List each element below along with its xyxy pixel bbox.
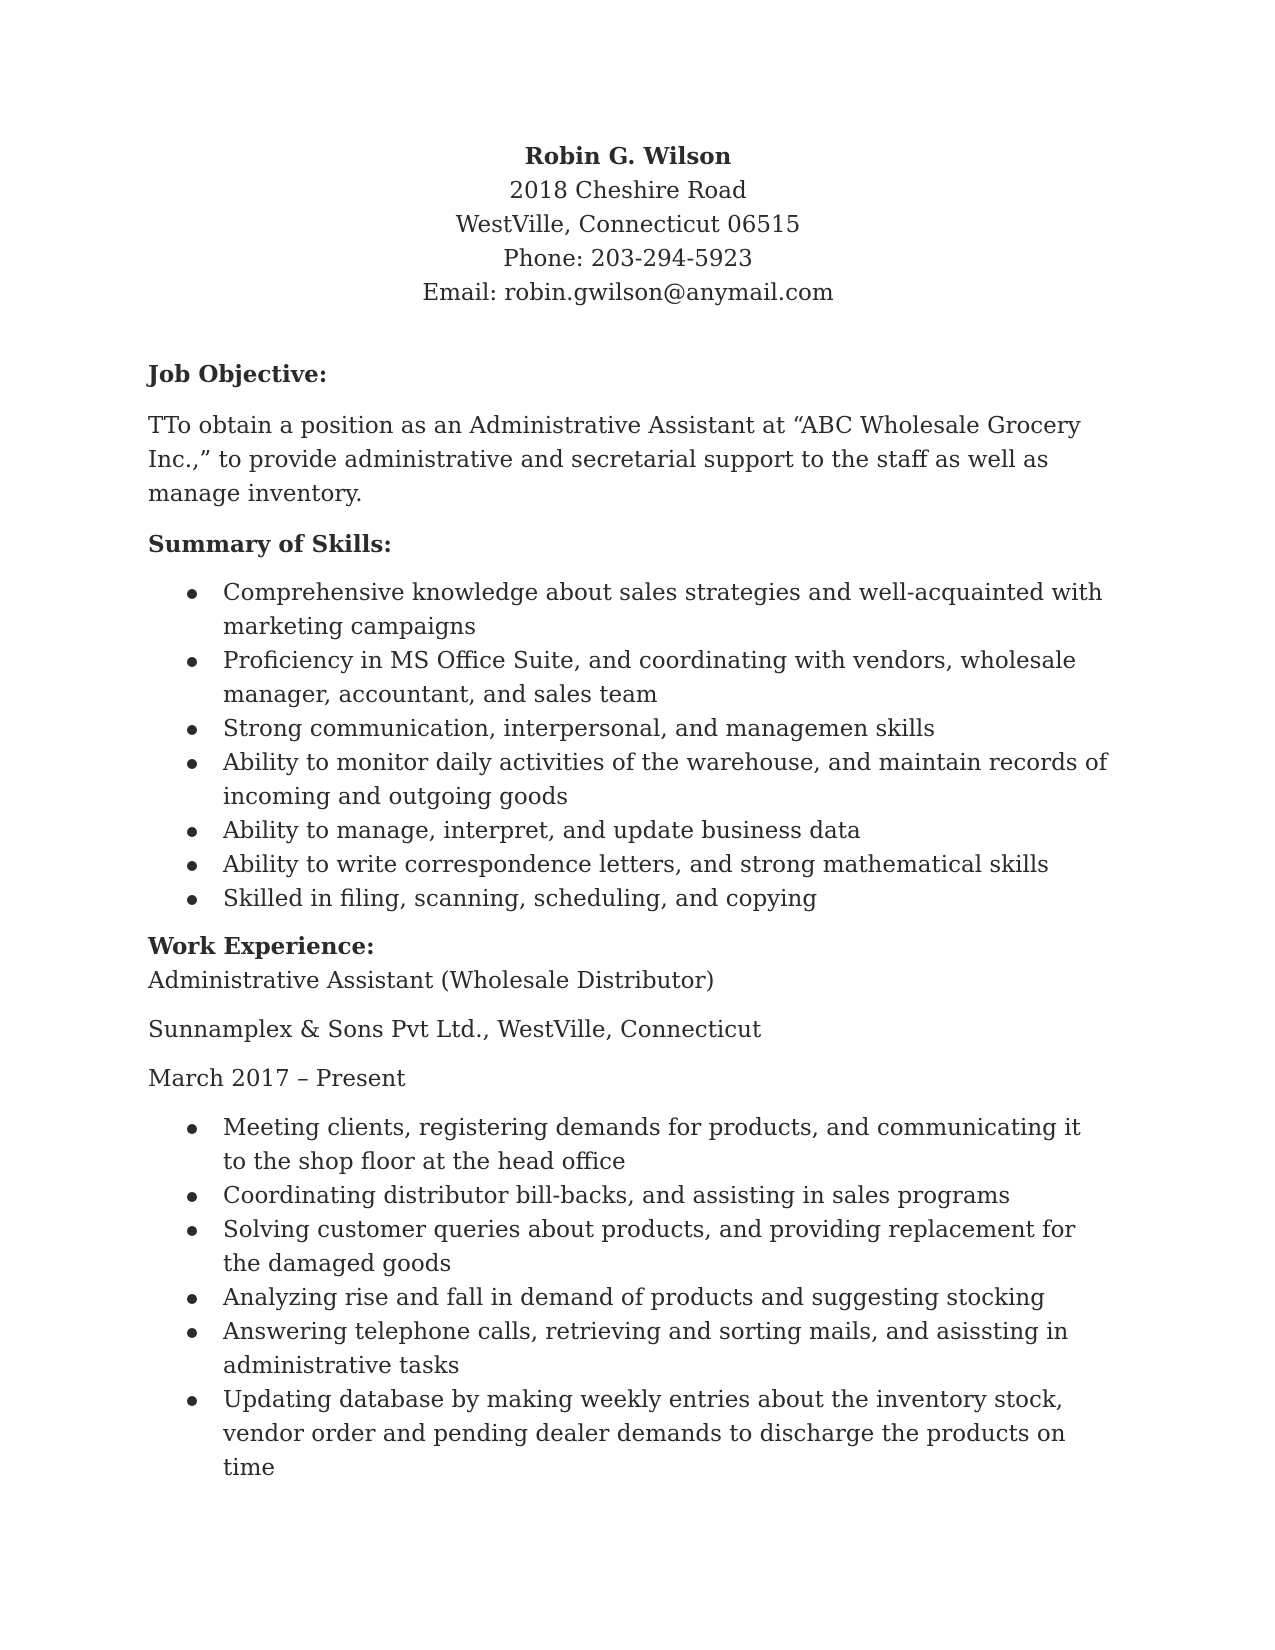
list-item [148,712,1108,746]
address-line-2: WestVille, Connecticut 06515 [455,212,801,238]
duty-text: Analyzing rise and fall in demand of products and suggesting stocking [223,1285,1045,1311]
bullet-icon [187,1396,197,1406]
bullet-icon [187,1226,197,1236]
work-heading: Work Experience: [148,933,375,960]
list-item [148,576,1108,644]
list-item [148,1213,1108,1281]
duty-text: Meeting clients, registering demands for products, and communicating it to the shop floor at the head office [223,1115,1081,1175]
work-duties-list [148,1111,1108,1485]
contact-header [148,140,1108,310]
skill-text: Comprehensive knowledge about sales strategies and well-acquainted with marketing campaigns [223,580,1103,640]
bullet-icon [187,1294,197,1304]
list-item [148,644,1108,712]
bullet-icon [187,827,197,837]
job-company: Sunnamplex & Sons Pvt Ltd., WestVille, Connecticut [148,1017,762,1043]
list-item [148,1179,1108,1213]
skill-text: Ability to manage, interpret, and update business data [223,818,861,844]
bullet-icon [187,589,197,599]
skill-text: Skilled in filing, scanning, scheduling, and copying [223,886,818,912]
list-item [148,848,1108,882]
resume-page [148,140,1108,1485]
objective-text: TTo obtain a position as an Administrative Assistant at “ABC Wholesale Grocery Inc.,” to provide administrative and secretarial support to the staff as well as manage inventory. [148,413,1081,507]
skill-text: Proficiency in MS Office Suite, and coordinating with vendors, wholesale manager, accountant, and sales team [223,648,1077,708]
bullet-icon [187,895,197,905]
job-title: Administrative Assistant (Wholesale Distributor) [148,968,715,994]
bullet-icon [187,1328,197,1338]
list-item [148,882,1108,916]
objective-heading: Job Objective: [148,361,328,388]
bullet-icon [187,1192,197,1202]
phone-number: Phone: 203-294-5923 [503,246,753,272]
duty-text: Updating database by making weekly entries about the inventory stock, vendor order and pending dealer demands to discharge the products on time [223,1387,1066,1481]
duty-text: Answering telephone calls, retrieving and sorting mails, and asissting in administrative tasks [223,1319,1069,1379]
list-item [148,1383,1108,1485]
bullet-icon [187,1124,197,1134]
address-line-1: 2018 Cheshire Road [509,178,747,204]
duty-text: Coordinating distributor bill-backs, and assisting in sales programs [223,1183,1011,1209]
list-item [148,1111,1108,1179]
list-item [148,814,1108,848]
skill-text: Ability to monitor daily activities of the warehouse, and maintain records of incoming and outgoing goods [223,750,1108,810]
list-item [148,1281,1108,1315]
skills-list [148,576,1108,916]
list-item [148,1315,1108,1383]
skill-text: Strong communication, interpersonal, and managemen skills [223,716,936,742]
list-item [148,746,1108,814]
skill-text: Ability to write correspondence letters, and strong mathematical skills [223,852,1049,878]
bullet-icon [187,725,197,735]
bullet-icon [187,861,197,871]
email-address: Email: robin.gwilson@anymail.com [422,280,834,306]
skills-heading: Summary of Skills: [148,531,392,558]
job-dates: March 2017 – Present [148,1066,406,1092]
duty-text: Solving customer queries about products, and providing replacement for the damaged goods [223,1217,1076,1277]
bullet-icon [187,657,197,667]
candidate-name: Robin G. Wilson [524,143,732,170]
bullet-icon [187,759,197,769]
